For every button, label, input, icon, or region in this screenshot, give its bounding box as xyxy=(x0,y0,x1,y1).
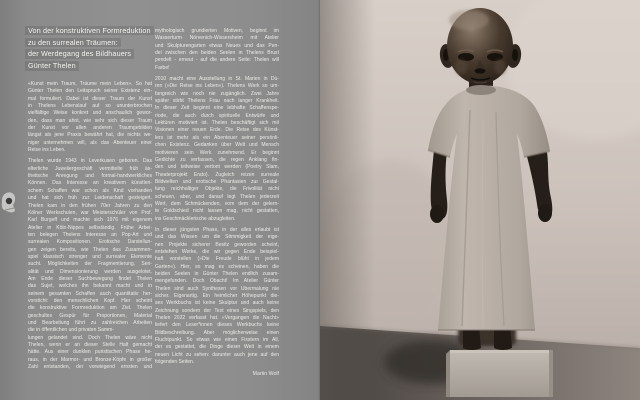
stone-plinth xyxy=(446,350,553,397)
paragraph: In dieser jüngsten Phase, in der alles erlaubt ist und das Wissen um die Stimmigkeit der eige- nen Projekte sicherer Besitz geworden scheint, entstehen Werke, die wir gegen Ende beispiel- haft vorstellen (»Die Freude blüht in jedem Garten«). Hier, so mag es scheinen, haben die beiden Seelen in Günter Thelen endlich zusam- mengefunden. Doch Obacht! Im Atelier Günter Thelen sind auch Synthesen vor Übermalung nie sicher. Eigenartig. Ein heimlicher Höhepunkt die- ses Werkbuchs ist keine Skulptur und auch keine Zeichnung sondern der Text eines Singspiels, den Thelen 2022 verfasst hat. «Vergangen die Nacht» liefert den Leser*innen dieses Werkbuchs keine Bildbeschreibung. Aber möglicherweise einen Fluchtpunkt. So etwas wie einen Fixstern im All, der es gestattet, die Dinge dieser Welt in einem neuen Licht zu sehen: darunter auch jene auf den folgenden Seiten. xyxy=(155,226,279,366)
page-title xyxy=(25,26,154,73)
title-line: Günter Thelen xyxy=(25,61,79,70)
text-column-2 xyxy=(155,28,279,379)
author-signature: Martin Wolf xyxy=(252,371,279,378)
title-line: Von der konstruktiven Formreduktion xyxy=(25,26,154,35)
text-column-1 xyxy=(28,81,152,375)
paragraph: mythologisch grundierten Motiven, beginnt im Wasserturm Nörvenich-Wissersheim mit Atelier und Skulpturengarten etwas Neues und das Pen- del zwischen den beiden Seelen in Thelens Brust pendelt - erneut - auf die andere Seite: Thelen will Farbe! xyxy=(155,28,279,71)
paragraph: Thelen wurde 1943 in Leverkusen geboren. Das elterliche Juweliergeschäft vermittelte früh äs- thetische Anregung und formal-handwerkliches Können. Das Interesse an kreativem künstleri- schem Schaffen war schon als Kind vorhanden und hat sich früh zur Leidenschaft gesteigert. Thelen kam in den frühen 70er Jahren zu den Kölner Werkschulen, war Meisterschüler von Prof. Karl Burgeff und machte sich 1976 mit eigenem Atelier in Köln-Nippes selbständig. Frühe Arbei- ten belegen Thelens Interesse an Pop-Art und surrealen Kompositionen. Erotische Darstellun- gen zeigen bereits, wie Thelen das Zusammen- spiel klassisch strenger und surrealer Elemente sucht. Möglichkeiten der Fragmentierung, Seri- alität und Dimensionierung werden ausgelotet. Am Ende dieser Suchbewegung findet Thelen das Sujet, welches ihn bekannt macht und in seinem gesamten Schaffen auch quantitativ her- vorsticht: den menschlichen Kopf. Hier scheint die konstruktive Formreduktion am Ziel. Thelen geschultes Gespür für Proportionen, Material und Bearbeitung führt zu zahlreichen Arbeiten die in öffentlichen und privaten Samm- lungen gelandet sind. Doch Thelen wäre nicht Thelen, wenn er an dieser Stelle Halt gemacht hätte. Aus einer dunklen puristischen Phase he- raus, in der Marmor- und Bronze-Köpfe in großer Zahl entstanden, der vorwiegend ernsten und xyxy=(28,158,152,371)
right-page-photo xyxy=(320,0,640,400)
title-line: der Werdegang des Bildhauers xyxy=(25,49,134,58)
page-ornament-icon xyxy=(0,190,20,216)
paragraph: «Kunst mein Traum, Träume mein Leben». So hat Günter Thelen den Leitspruch seiner Existenz ein- mal formuliert. Dabei ist dieser Traum der Kunst in Thelens Lebenslauf auf so ununterbrochen vielfältige Weise konkret und anschaulich gewor- den, dass man ahnt, wie sehr sich dieser Traum der Kunst vor allen anderen Traumgebilden längst als jene Praxis bewährt hat, die nichts we- niger unternehmen will, als das Abenteuer einer Reise ins Leben. xyxy=(28,81,152,154)
paragraph: 2010 macht eine Ausstellung in St. Marien in Dü- ren (»Die Reise ins Leben«). Thelens Werk so um- fangreich wie noch nie zugänglich. Zwei Jahre später stirbt Thelens Frau nach langer Krankheit. In dieser Zeit beginnt eine lebhafte Schaffenspe- riode, die auch durch spirituelle Entwürfe und Lektüren motiviert ist. Thelen beschäftigt sich mit Visionen einer neuen Erde. Die Reise des Künst- lers ist mehr als ein Abenteuer seiner persönli- chen Existenz. Gedanken über Welt und Mensch motivieren sein Werk zunehmend. Er beginnt Gedichte zu verfassen, die regen Anklang fin- den und teilweise vertont werden (Poetry Slam, Theaterprojekt Erato). Zugleich reizen surreale Bildwelten und erotische Phantasien zur Gestal- tung reichhaltiger Objekte, die Frivolität nicht scheuen, aber, und darauf legt Thelen jederzeit Wert, dem Schmückenden, vom dem der gelern- te Goldschied nicht lassen mag, nicht gestatten, ins Geschmäcklerische abzugleiten. xyxy=(155,76,279,222)
title-line: zu den surrealen Träumen: xyxy=(25,38,121,47)
page-gutter-shadow xyxy=(320,0,375,400)
sculpture-photo xyxy=(320,0,640,400)
